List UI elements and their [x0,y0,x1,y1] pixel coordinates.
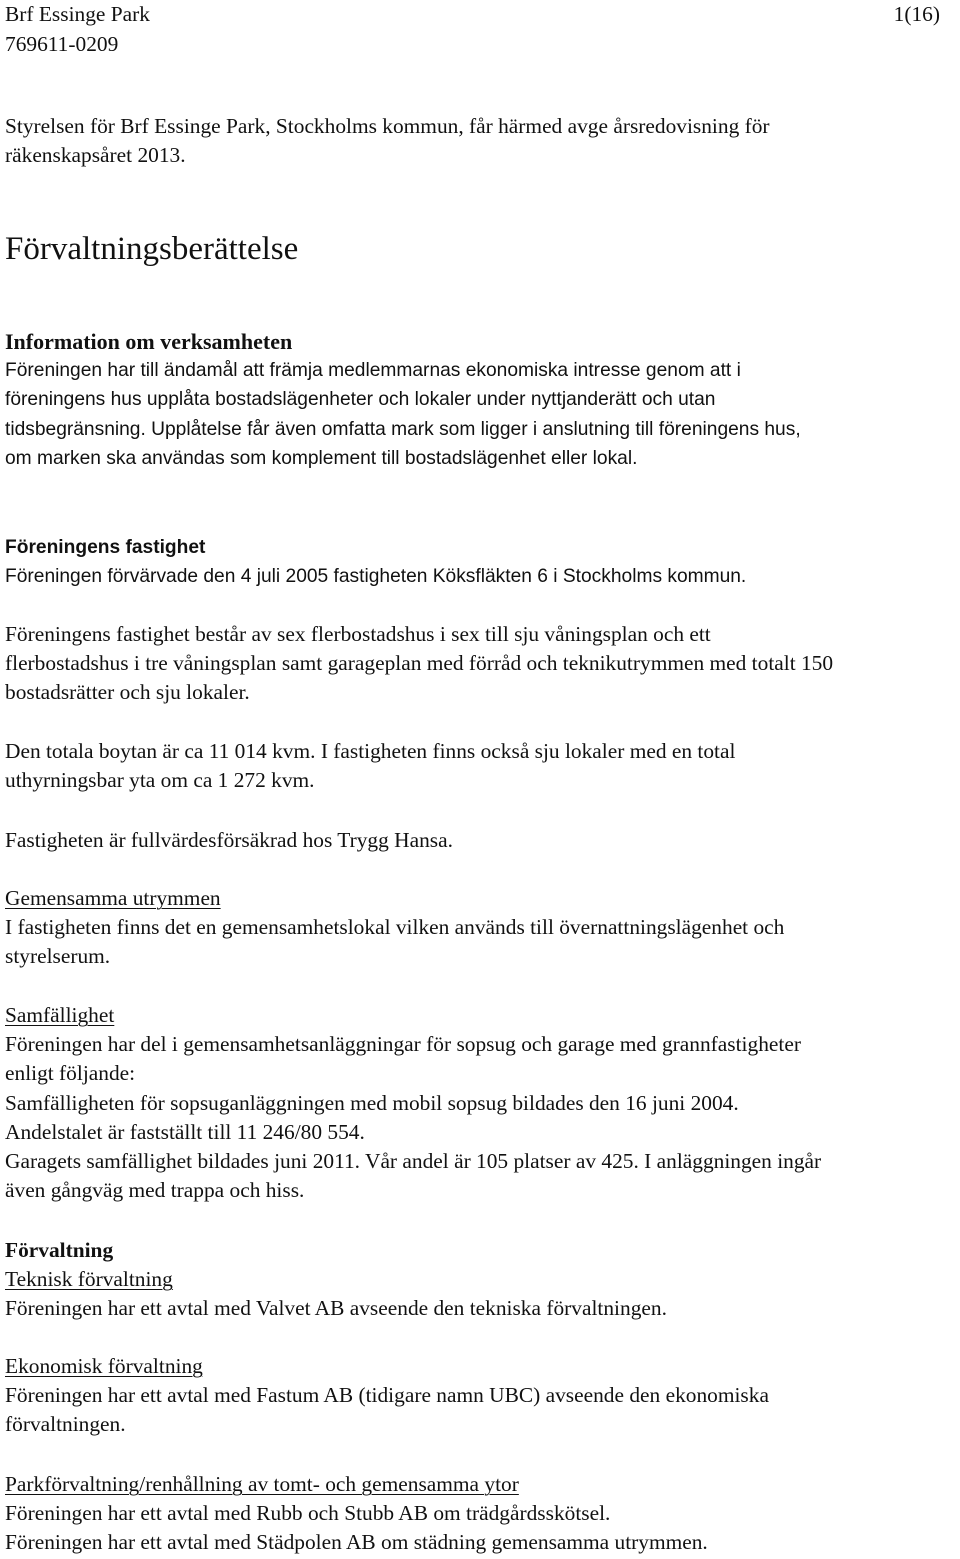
body-line: Samfälligheten för sopsuganläggningen med mobil sopsug bildades den 16 juni 2004. [5,1090,739,1115]
body-line: om marken ska användas som komplement till bostadslägenhet eller lokal. [5,447,638,469]
body-line: föreningens hus upplåta bostadslägenheter och lokaler under nyttjanderätt och utan [5,389,716,411]
intro-paragraph [5,112,960,170]
body-line: styrelserum. [5,944,111,969]
body-line: Föreningen har ett avtal med Rubb och Stubb AB om trädgårdsskötsel. [5,1501,611,1526]
body-line: Den totala boytan är ca 11 014 kvm. I fastigheten finns också sju lokaler med en total [5,739,736,763]
fastighet-paragraph-2 [5,620,960,708]
section-heading: Förvaltning [5,1238,114,1262]
document-title: Förvaltningsberättelse [5,231,299,267]
body-line: I fastigheten finns det en gemensamhetslokal vilken används till övernattningslägenhet och [5,915,785,940]
org-info [5,0,150,59]
section-ekonomisk-forvaltning [5,1352,960,1440]
section-forvaltning [5,1236,960,1324]
subsection-heading: Teknisk förvaltning [5,1267,173,1292]
body-line: Föreningen har del i gemensamhetsanläggningar för sopsug och garage med grannfastigheter [5,1032,801,1057]
body-line: även gångväg med trappa och hiss. [5,1178,305,1203]
section-fastighet [5,533,960,591]
page-header [5,0,940,60]
body-line: Andelstalet är fastställt till 11 246/80 554. [5,1119,365,1144]
body-line: bostadsrätter och sju lokaler. [5,680,250,705]
body-line: Föreningen har ett avtal med Valvet AB avseende den tekniska förvaltningen. [5,1296,667,1321]
body-line: flerbostadshus i tre våningsplan samt garageplan med förråd och teknikutrymmen med totalt 150 [5,651,834,676]
body-line: Föreningens fastighet består av sex flerbostadshus i sex till sju våningsplan och ett [5,622,711,646]
section-parkforvaltning [5,1470,960,1558]
section-verksamhet [5,327,960,473]
subsection-heading: Parkförvaltning/renhållning av tomt- och gemensamma ytor [5,1472,519,1496]
body-line: tidsbegränsning. Upplåtelse får även omfatta mark som ligger i anslutning till föreningens hus, [5,418,801,440]
body-line: Garagets samfällighet bildades juni 2011. Vår andel är 105 platser av 425. I anläggningen ingår [5,1149,822,1174]
section-heading: Föreningens fastighet [5,537,206,558]
fastighet-paragraph-4 [5,826,960,855]
body-line: Föreningen har ett avtal med Fastum AB (tidigare namn UBC) avseende den ekonomiska [5,1383,769,1408]
section-heading: Gemensamma utrymmen [5,886,221,910]
section-heading: Samfällighet [5,1003,115,1027]
intro-line: Styrelsen för Brf Essinge Park, Stockholms kommun, får härmed avge årsredovisning för [5,114,770,138]
body-line: uthyrningsbar yta om ca 1 272 kvm. [5,768,315,793]
fastighet-paragraph-3 [5,737,960,795]
body-line: enligt följande: [5,1061,136,1086]
body-line: Föreningen förvärvade den 4 juli 2005 fastigheten Köksfläkten 6 i Stockholms kommun. [5,566,747,588]
page-number: 1(16) [893,2,940,26]
org-name: Brf Essinge Park [5,2,150,26]
body-line: Föreningen har ett avtal med Städpolen AB om städning gemensamma utrymmen. [5,1530,708,1555]
subsection-heading: Ekonomisk förvaltning [5,1354,203,1378]
section-samfallighet [5,1001,960,1205]
section-heading: Information om verksamheten [5,329,293,354]
intro-line: räkenskapsåret 2013. [5,143,186,168]
body-line: Fastigheten är fullvärdesförsäkrad hos Trygg Hansa. [5,828,453,852]
org-number: 769611-0209 [5,31,119,56]
body-line: Föreningen har till ändamål att främja medlemmarnas ekonomiska intresse genom att i [5,360,741,382]
body-line: förvaltningen. [5,1412,126,1437]
section-gemensamma-utrymmen [5,884,960,972]
